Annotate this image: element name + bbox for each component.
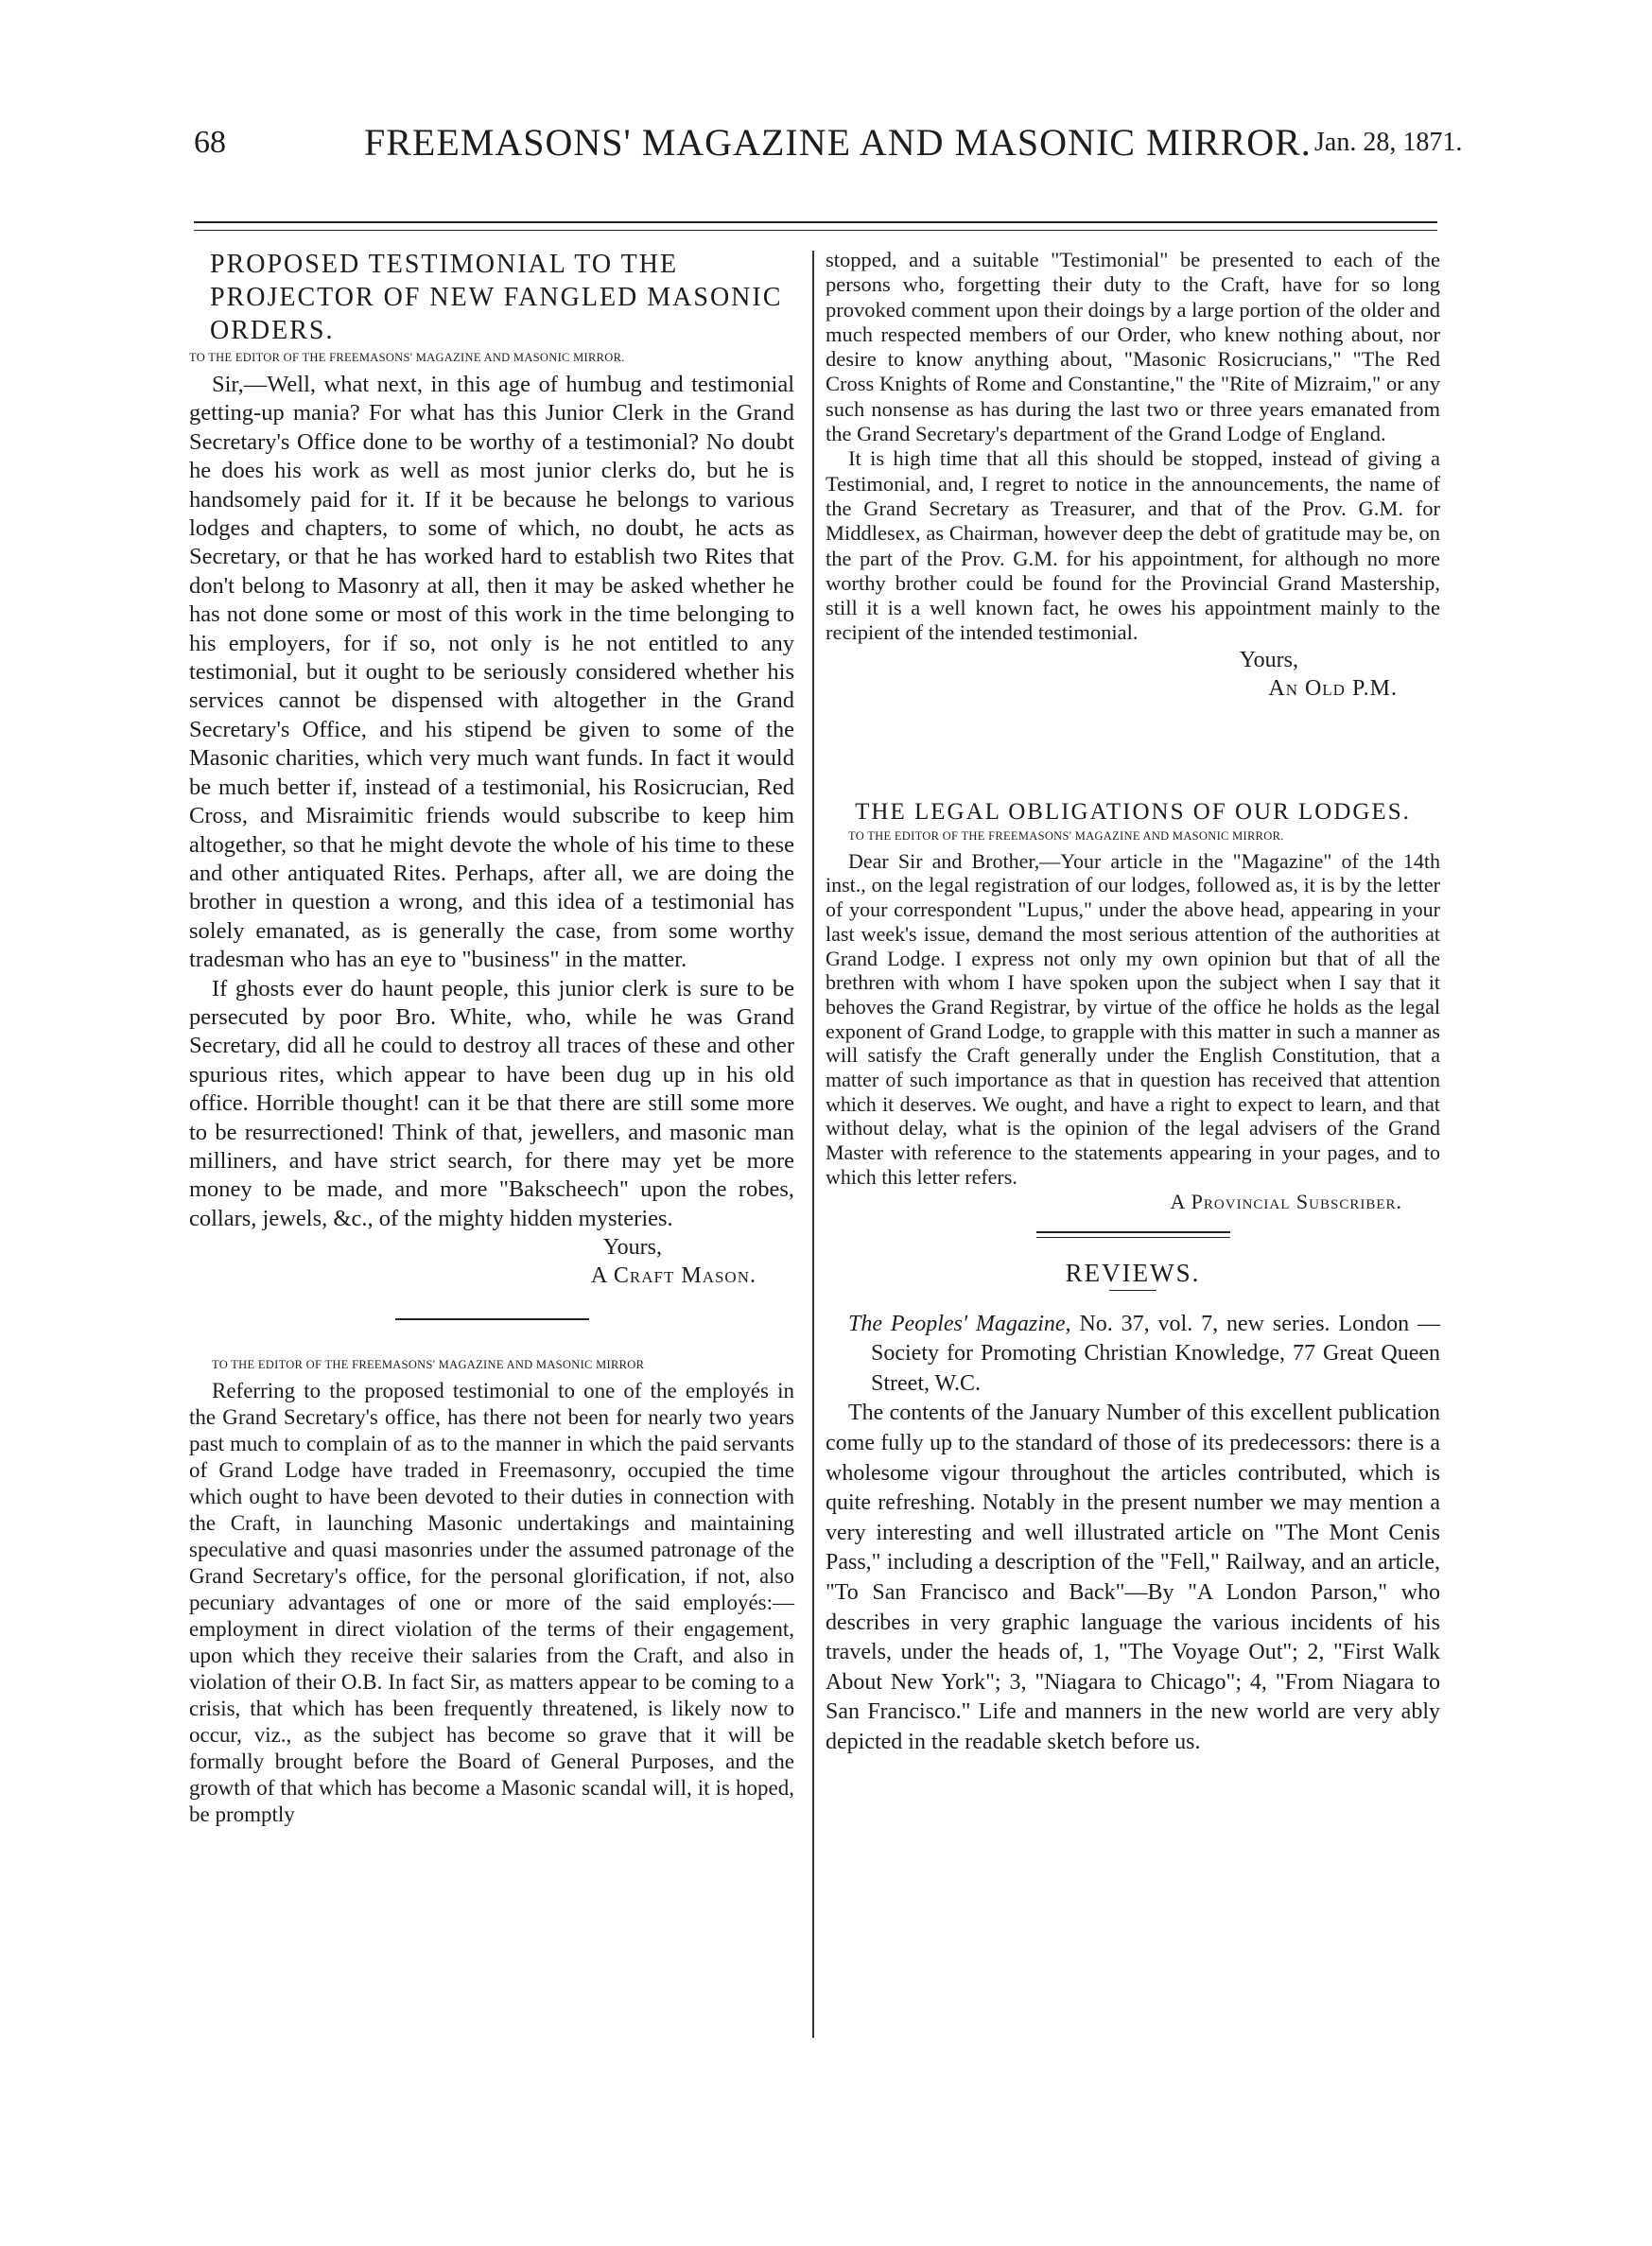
left-column	[189, 248, 794, 1828]
sign-off-yours: Yours,	[1239, 647, 1298, 672]
header-rule-top	[194, 221, 1437, 223]
article-title-testimonial	[189, 248, 794, 347]
signature: An Old P.M.	[1268, 675, 1398, 701]
review-publication-details: No. 37, vol. 7, new series. London —Society for Promoting Christian Knowledge, 77 Great Queen Street, W.C.	[871, 1311, 1440, 1396]
section-rule	[395, 1318, 589, 1320]
letter-paragraph: Sir,—Well, what next, in this age of humbug and testimonial getting-up mania? For what has this Junior Clerk in the Grand Secretary's Office done to be worthy of a testimonial? No doubt he does his work as well as most junior clerks do, but he is handsomely paid for it. If it be because he belongs to various lodges and chapters, to some of which, no doubt, he acts as Secretary, or that he has worked hard to establish two Rites that don't belong to Masonry at all, then it may be asked whether he has not done some or most of this work in the time belonging to his employers, for if so, not only is he not entitled to any testimonial, but it ought to be seriously considered whether his services cannot be dispensed with altogether in the Grand Secretary's Office, and his stipend be given to some of the Masonic charities, which very much want funds. In fact it would be much better if, instead of a testimonial, his Rosicrucian, Red Cross, and Misraimitic friends would subscribe to keep him altogether, so that he might devote the whole of his time to these and other antiquated Rites. Perhaps, after all, we are doing the brother in question a wrong, and this idea of a testimonial has solely emanated, as is generally the case, from some worthy tradesman who has an eye to "business" in the matter.	[189, 372, 794, 973]
review-paragraph: The contents of the January Number of this excellent publication come fully up to the standard of those of its predecessors: there is a wholesome vigour throughout the articles contributed, which is quite refreshing. Notably in the present number we may mention a very interesting and well illustrated article on "The Mont Cenis Pass," including a description of the "Fell," Railway, and an article, "To San Francisco and Back"—By "A London Parson," who describes in very graphic language the various incidents of his travels, under the heads of, 1, "The Voyage Out"; 2, "First Walk About New York"; 3, "Niagara to Chicago"; 4, "From Niagara to San Francisco." Life and manners in the new world are very ably depicted in the readable sketch before us.	[826, 1401, 1440, 1754]
reviews-heading: REVIEWS.	[1065, 1258, 1201, 1287]
letter-paragraph: It is high time that all this should be stopped, instead of giving a Testimonial, and, I regret to notice in the announcements, the name of the Grand Secretary as Treasurer, and that of the Prov. G.M. for Middlesex, as Chairman, however deep the debt of gratitude may be, on the part of the Prov. G.M. for his appointment, for although no more worthy brother could be found for the Provincial Grand Mastership, still it is a well known fact, he owes his appointment mainly to the recipient of the intended testimonial.	[826, 446, 1440, 645]
reviews-heading-rule	[1109, 1290, 1156, 1291]
letter-paragraph: If ghosts ever do haunt people, this junior clerk is sure to be persecuted by poor Bro. White, who, while he was Grand Secretary, did all he could to destroy all traces of these and other spurious rites, which appear to have been dug up in his old office. Horrible thought! can it be that there are still some more to be resurrectioned! Think of that, jewellers, and masonic man milliners, and have strict search, for there may yet be more money to be made, and more "Bakscheech" upon the robes, collars, jewels, &c., of the mighty hidden mysteries.	[189, 975, 794, 1231]
header-rule-bottom	[194, 230, 1437, 231]
to-editor-line: TO THE EDITOR OF THE FREEMASONS' MAGAZINE AND MASONIC MIRROR.	[189, 351, 625, 364]
letter-paragraph-continued: stopped, and a suitable "Testimonial" be presented to each of the persons who, forgetting their duty to the Craft, have for so long provoked comment upon their doings by a large portion of the older and much respected members of our Order, who knew nothing about, nor desire to know anything about, "Masonic Rosicrucians," "The Red Cross Knights of Rome and Constantine," the "Rite of Mizraim," or any such nonsense as has during the last two or three years emanated from the Grand Secretary's department of the Grand Lodge of England.	[826, 248, 1440, 446]
review-publication-title: The Peoples' Magazine,	[848, 1311, 1071, 1336]
review-citation	[826, 1310, 1440, 1400]
sign-off-yours: Yours,	[602, 1235, 662, 1261]
section-rule-double	[1036, 1231, 1230, 1233]
signature: A Craft Mason.	[590, 1263, 756, 1289]
issue-date: Jan. 28, 1871.	[1314, 128, 1463, 157]
to-editor-line: TO THE EDITOR OF THE FREEMASONS' MAGAZINE AND MASONIC MIRROR.	[848, 828, 1284, 843]
article-title-text: PROPOSED TESTIMONIAL TO THE PROJECTOR OF NEW FANGLED MASONIC ORDERS.	[210, 250, 783, 345]
letter-paragraph: Dear Sir and Brother,—Your article in the "Magazine" of the 14th inst., on the legal registration of our lodges, followed as, it is by the letter of your correspondent "Lupus," under the above head, appearing in your last week's issue, demand the most serious attention of the authorities at Grand Lodge. I express not only my own opinion but that of all the brethren with whom I have spoken upon the subject when I say that it behoves the Grand Registrar, by virtue of the office he holds as the legal exponent of Grand Lodge, to grapple with this matter in such a manner as will satisfy the Craft generally under the English Constitution, that a matter of such importance as that in question has received that attention which it deserves. We ought, and have a right to expect to learn, and that without delay, what is the opinion of the legal advisers of the Grand Master with reference to the statements appearing in your pages, and to which this letter refers.	[826, 848, 1440, 1189]
masthead: FREEMASONS' MAGAZINE AND MASONIC MIRROR.	[364, 121, 1312, 164]
to-editor-line: TO THE EDITOR OF THE FREEMASONS' MAGAZINE AND MASONIC MIRROR	[212, 1358, 645, 1372]
column-divider	[812, 251, 814, 2038]
article-title-legal: THE LEGAL OBLIGATIONS OF OUR LODGES.	[855, 798, 1411, 825]
signature: A Provincial Subscriber.	[1170, 1189, 1402, 1213]
right-column	[826, 248, 1440, 1758]
section-rule-double	[1036, 1237, 1230, 1238]
letter-paragraph: Referring to the proposed testimonial to one of the employés in the Grand Secretary's office, has there not been for nearly two years past much to complain of as to the manner in which the paid servants of Grand Lodge have traded in Freemasonry, occupied the time which ought to have been devoted to their duties in connection with the Craft, in launching Masonic undertakings and maintaining speculative and quasi masonries under the assumed patronage of the Grand Secretary's office, for the personal glorification, if not, also pecuniary advantages of one or more of the said employés:—employment in direct violation of the terms of their engagement, upon which they receive their salaries from the Craft, and also in violation of their O.B. In fact Sir, as matters appear to be coming to a crisis, that which has been frequently threatened, is likely now to occur, viz., as the subject has become so grave that it will be formally brought before the Board of General Purposes, and the growth of that which has become a Masonic scandal will, it is hoped, be promptly	[189, 1379, 794, 1827]
page-number: 68	[194, 125, 226, 160]
